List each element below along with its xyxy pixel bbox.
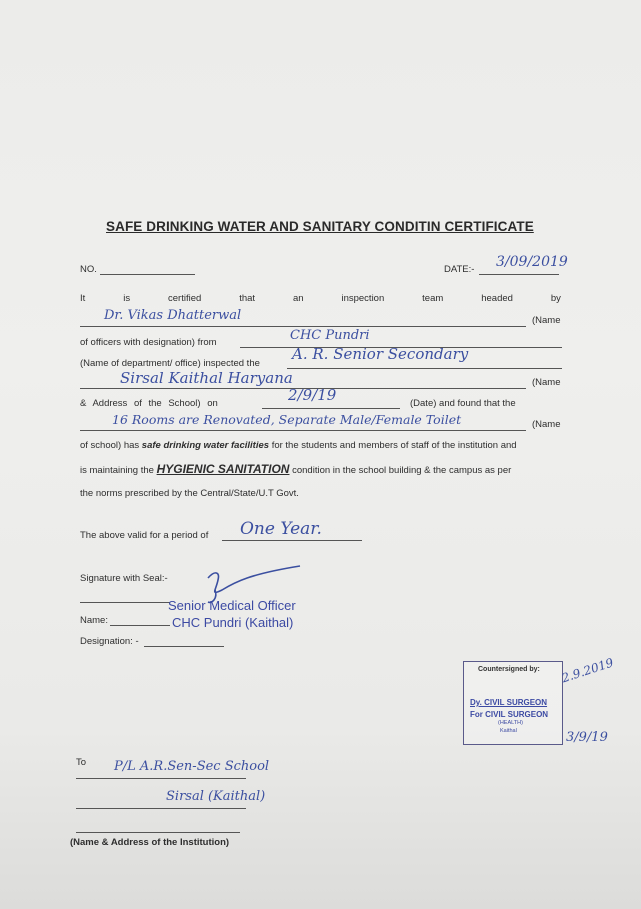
officer-handwritten: Dr. Vikas Dhatterwal xyxy=(104,308,242,323)
name-field-label: Name: xyxy=(80,615,108,626)
word: is xyxy=(123,293,131,304)
to-line-3 xyxy=(76,832,240,833)
word: an xyxy=(292,293,304,304)
paragraph-1 xyxy=(80,440,517,451)
word: It xyxy=(80,293,86,304)
staff-handwritten: 16 Rooms are Renovated, Separate Male/Female Toilet xyxy=(112,412,462,427)
signature-line xyxy=(80,602,170,603)
word: team xyxy=(422,293,444,304)
countersign-box xyxy=(463,661,563,745)
officers-label: of officers with designation) from xyxy=(80,337,217,348)
school-handwritten-1: A. R. Senior Secondary xyxy=(292,345,469,363)
paragraph-2 xyxy=(80,462,511,476)
date-handwritten: 3/09/2019 xyxy=(496,254,568,270)
no-label: NO. xyxy=(80,264,97,275)
date-found-label: (Date) and found that the xyxy=(410,398,516,409)
to-line-1 xyxy=(76,778,246,779)
no-line xyxy=(100,274,195,275)
inspect-date-line xyxy=(262,408,400,409)
officer-line xyxy=(80,326,526,327)
designation-line xyxy=(144,646,224,647)
to-handwritten-1: P/L A.R.Sen-Sec School xyxy=(114,759,270,774)
institution-label: (Name & Address of the Institution) xyxy=(70,837,230,848)
certificate-title: SAFE DRINKING WATER AND SANITARY CONDITIN CERTIFICATE xyxy=(106,219,534,234)
counter-date-handwritten: 2.9.2019 xyxy=(560,655,616,686)
counter-stamp-1: Dy. CIVIL SURGEON xyxy=(470,698,548,707)
word: by xyxy=(550,293,561,304)
para2-a: is maintaining the xyxy=(80,465,154,476)
signature-label: Signature with Seal:- xyxy=(80,573,168,584)
countersign-label: Countersigned by: xyxy=(478,666,540,673)
valid-label: The above valid for a period of xyxy=(80,530,209,541)
para-c: for the students and members of staff of the institution and xyxy=(271,440,517,451)
word: headed xyxy=(481,293,513,304)
paragraph-3: the norms prescribed by the Central/State/U.T Govt. xyxy=(80,488,299,499)
school-handwritten-2: Sirsal Kaithal Haryana xyxy=(120,369,293,387)
name-field-line xyxy=(110,625,170,626)
officers-handwritten: CHC Pundri xyxy=(290,328,370,343)
para-b: safe drinking water facilities xyxy=(141,440,270,451)
date-label: DATE:- xyxy=(444,264,475,275)
to-line-2 xyxy=(76,808,246,809)
seal-line-1: Senior Medical Officer xyxy=(168,598,296,613)
valid-line xyxy=(222,540,362,541)
name-label: (Name xyxy=(532,315,561,326)
dept-line xyxy=(287,368,562,369)
address-label: & Address of the School) on xyxy=(80,398,218,409)
to-handwritten-2: Sirsal (Kaithal) xyxy=(166,789,266,804)
counter-date2-handwritten: 3/9/19 xyxy=(566,730,608,745)
para-a: of school) has xyxy=(80,440,140,451)
seal-line-2: CHC Pundri (Kaithal) xyxy=(172,615,294,630)
date-line xyxy=(479,274,559,275)
word: that xyxy=(239,293,256,304)
word: certified xyxy=(168,293,202,304)
inspect-date-handwritten: 2/9/19 xyxy=(288,386,337,404)
certified-row xyxy=(80,293,561,304)
counter-stamp-2: For CIVIL SURGEON xyxy=(470,710,549,719)
name-label-2: (Name xyxy=(532,377,561,388)
staff-line xyxy=(80,430,526,431)
dept-label: (Name of department/ office) inspected the xyxy=(80,358,260,369)
word: inspection xyxy=(341,293,385,304)
counter-stamp-3: (HEALTH) xyxy=(498,720,523,726)
para2-c: condition in the school building & the campus as per xyxy=(292,465,512,476)
counter-stamp-4: Kaithal xyxy=(500,728,517,734)
designation-label: Designation: - xyxy=(80,636,139,647)
valid-handwritten: One Year. xyxy=(240,519,322,539)
name-label-3: (Name xyxy=(532,419,561,430)
to-label: To xyxy=(76,757,87,768)
para2-b: HYGIENIC SANITATION xyxy=(156,462,290,476)
